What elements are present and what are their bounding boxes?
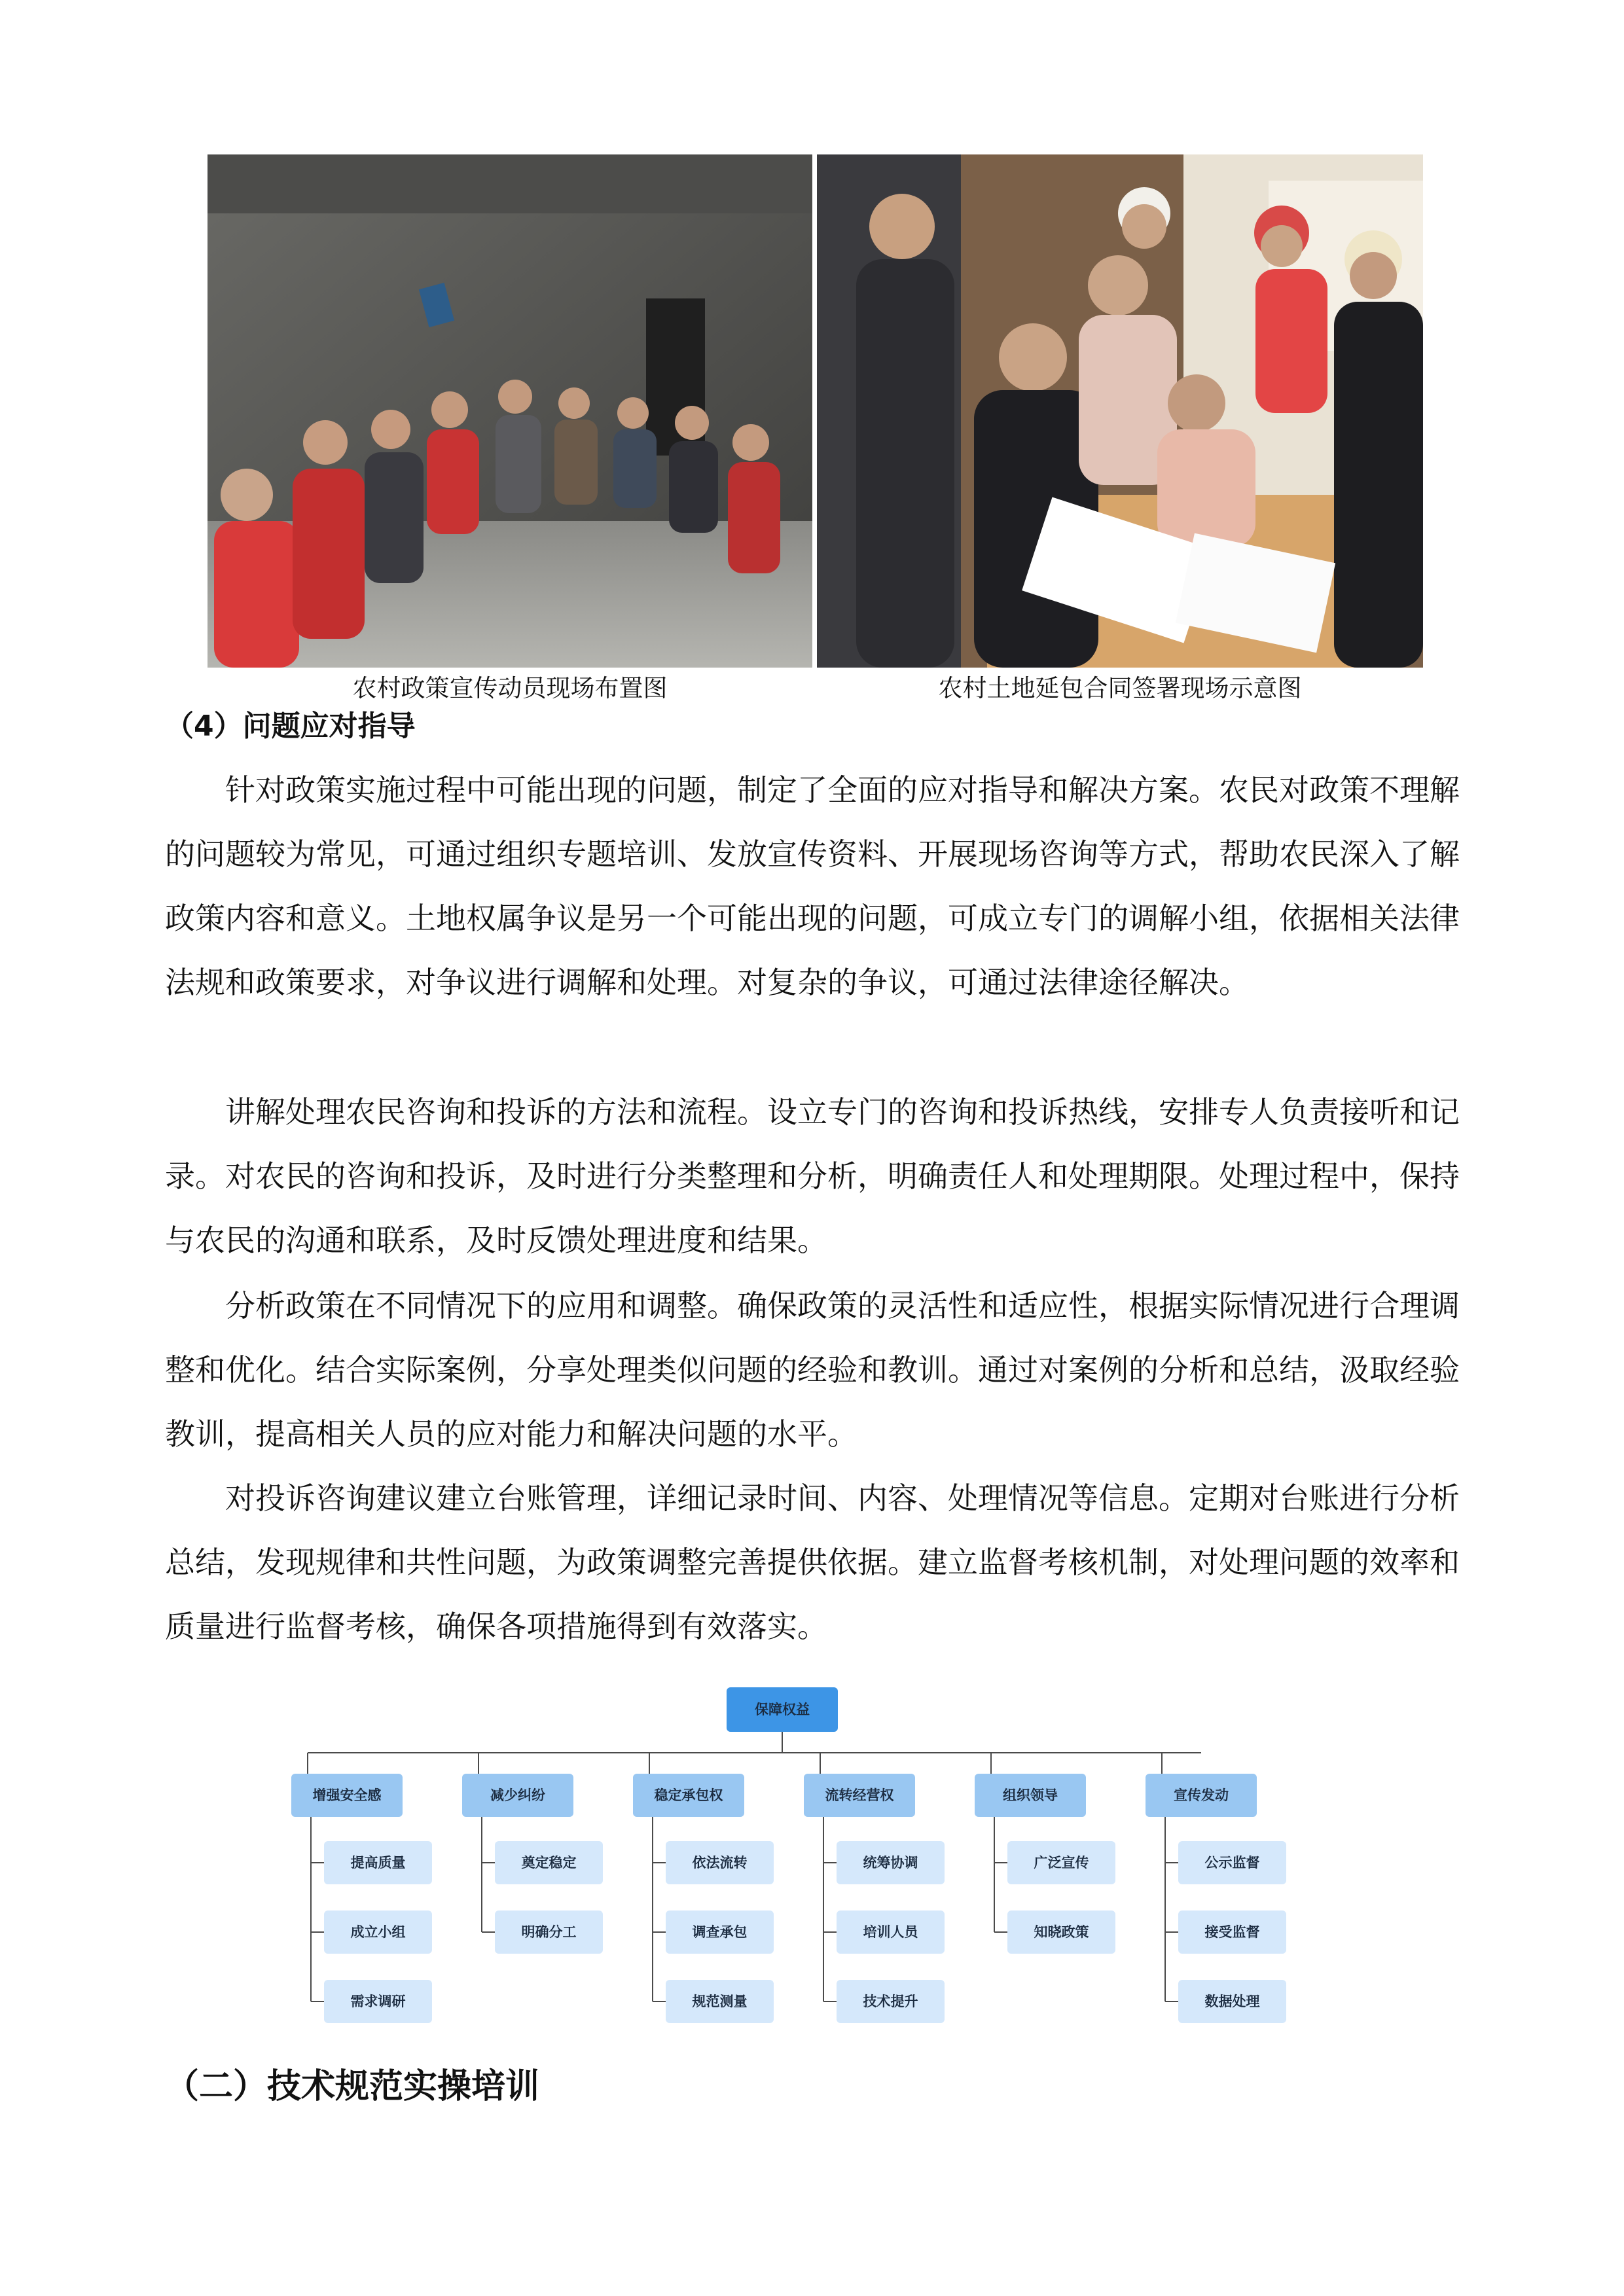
org-branch-node-label: 流转经营权 <box>825 1787 894 1803</box>
org-leaf-node-label: 需求调研 <box>350 1994 406 2009</box>
org-leaf-node <box>324 1980 432 2023</box>
org-branch-node <box>1146 1774 1257 1817</box>
org-branch-node-label: 宣传发动 <box>1174 1787 1229 1803</box>
org-leaf-node-label: 统筹协调 <box>863 1855 918 1871</box>
org-leaf-node <box>324 1841 432 1884</box>
org-leaf-node <box>1007 1841 1115 1884</box>
photo-policy-meeting <box>208 154 812 668</box>
org-branch-node <box>291 1774 403 1817</box>
paragraph: 讲解处理农民咨询和投诉的方法和流程。设立专门的咨询和投诉热线，安排专人负责接听和记录。对农民的咨询和投诉，及时进行分类整理和分析，明确责任人和处理期限。处理过程中，保持与农民的沟通和联系，及时反馈处理进度和结果。 <box>165 1094 1460 1258</box>
org-branch-node <box>804 1774 915 1817</box>
org-leaf-node <box>1007 1910 1115 1954</box>
org-chart-diagram <box>288 1681 1348 2049</box>
org-leaf-node-label: 调查承包 <box>692 1924 748 1940</box>
section-title: （二）技术规范实操培训 <box>165 2067 540 2106</box>
figure-caption-right: 农村土地延包合同签署现场示意图 <box>938 674 1302 702</box>
org-branch-node-label: 增强安全感 <box>312 1787 382 1803</box>
org-leaf-node <box>666 1910 774 1954</box>
org-root-node <box>727 1687 838 1732</box>
org-leaf-node-label: 规范测量 <box>692 1994 748 2009</box>
org-leaf-node-label: 明确分工 <box>521 1924 577 1940</box>
photo-contract-signing <box>817 154 1423 668</box>
org-leaf-node <box>1178 1841 1286 1884</box>
org-branch-node-label: 组织领导 <box>1003 1787 1058 1803</box>
org-leaf-node <box>837 1910 945 1954</box>
org-leaf-node-label: 知晓政策 <box>1034 1924 1089 1940</box>
org-root-node-label: 保障权益 <box>755 1702 810 1717</box>
org-leaf-node <box>837 1841 945 1884</box>
org-leaf-node <box>1178 1910 1286 1954</box>
org-leaf-node-label: 接受监督 <box>1204 1924 1260 1940</box>
org-leaf-node-label: 数据处理 <box>1204 1994 1260 2009</box>
figure-caption-left: 农村政策宣传动员现场布置图 <box>352 674 668 702</box>
paragraph: 对投诉咨询建议建立台账管理，详细记录时间、内容、处理情况等信息。定期对台账进行分析总结，发现规律和共性问题，为政策调整完善提供依据。建立监督考核机制，对处理问题的效率和质量进行监督考核，确保各项措施得到有效落实。 <box>165 1480 1460 1644</box>
org-branch-node <box>462 1774 573 1817</box>
org-leaf-node <box>495 1910 603 1954</box>
org-leaf-node-label: 提高质量 <box>350 1855 406 1871</box>
org-leaf-node <box>324 1910 432 1954</box>
org-leaf-node-label: 技术提升 <box>863 1994 918 2009</box>
org-branch-node <box>975 1774 1086 1817</box>
org-leaf-node-label: 奠定稳定 <box>521 1855 577 1871</box>
org-branch-node-label: 减少纠纷 <box>490 1787 545 1803</box>
org-branch-node-label: 稳定承包权 <box>654 1787 723 1803</box>
paragraph: 分析政策在不同情况下的应用和调整。确保政策的灵活性和适应性，根据实际情况进行合理调整和优化。结合实际案例，分享处理类似问题的经验和教训。通过对案例的分析和总结，汲取经验教训，提高相关人员的应对能力和解决问题的水平。 <box>165 1288 1460 1452</box>
org-leaf-node-label: 成立小组 <box>350 1924 406 1940</box>
org-leaf-node <box>666 1841 774 1884</box>
paragraph: 针对政策实施过程中可能出现的问题，制定了全面的应对指导和解决方案。农民对政策不理解的问题较为常见，可通过组织专题培训、发放宣传资料、开展现场咨询等方式，帮助农民深入了解政策内容和意义。土地权属争议是另一个可能出现的问题，可成立专门的调解小组，依据相关法律法规和政策要求，对争议进行调解和处理。对复杂的争议，可通过法律途径解决。 <box>165 772 1460 1000</box>
subsection-heading: （4）问题应对指导 <box>165 709 416 743</box>
org-leaf-node <box>495 1841 603 1884</box>
org-leaf-node-label: 培训人员 <box>863 1924 918 1940</box>
org-leaf-node-label: 公示监督 <box>1204 1855 1260 1871</box>
org-branch-node <box>633 1774 744 1817</box>
org-leaf-node <box>837 1980 945 2023</box>
org-leaf-node <box>1178 1980 1286 2023</box>
org-leaf-node <box>666 1980 774 2023</box>
org-leaf-node-label: 广泛宣传 <box>1034 1855 1089 1871</box>
org-leaf-node-label: 依法流转 <box>692 1855 748 1871</box>
